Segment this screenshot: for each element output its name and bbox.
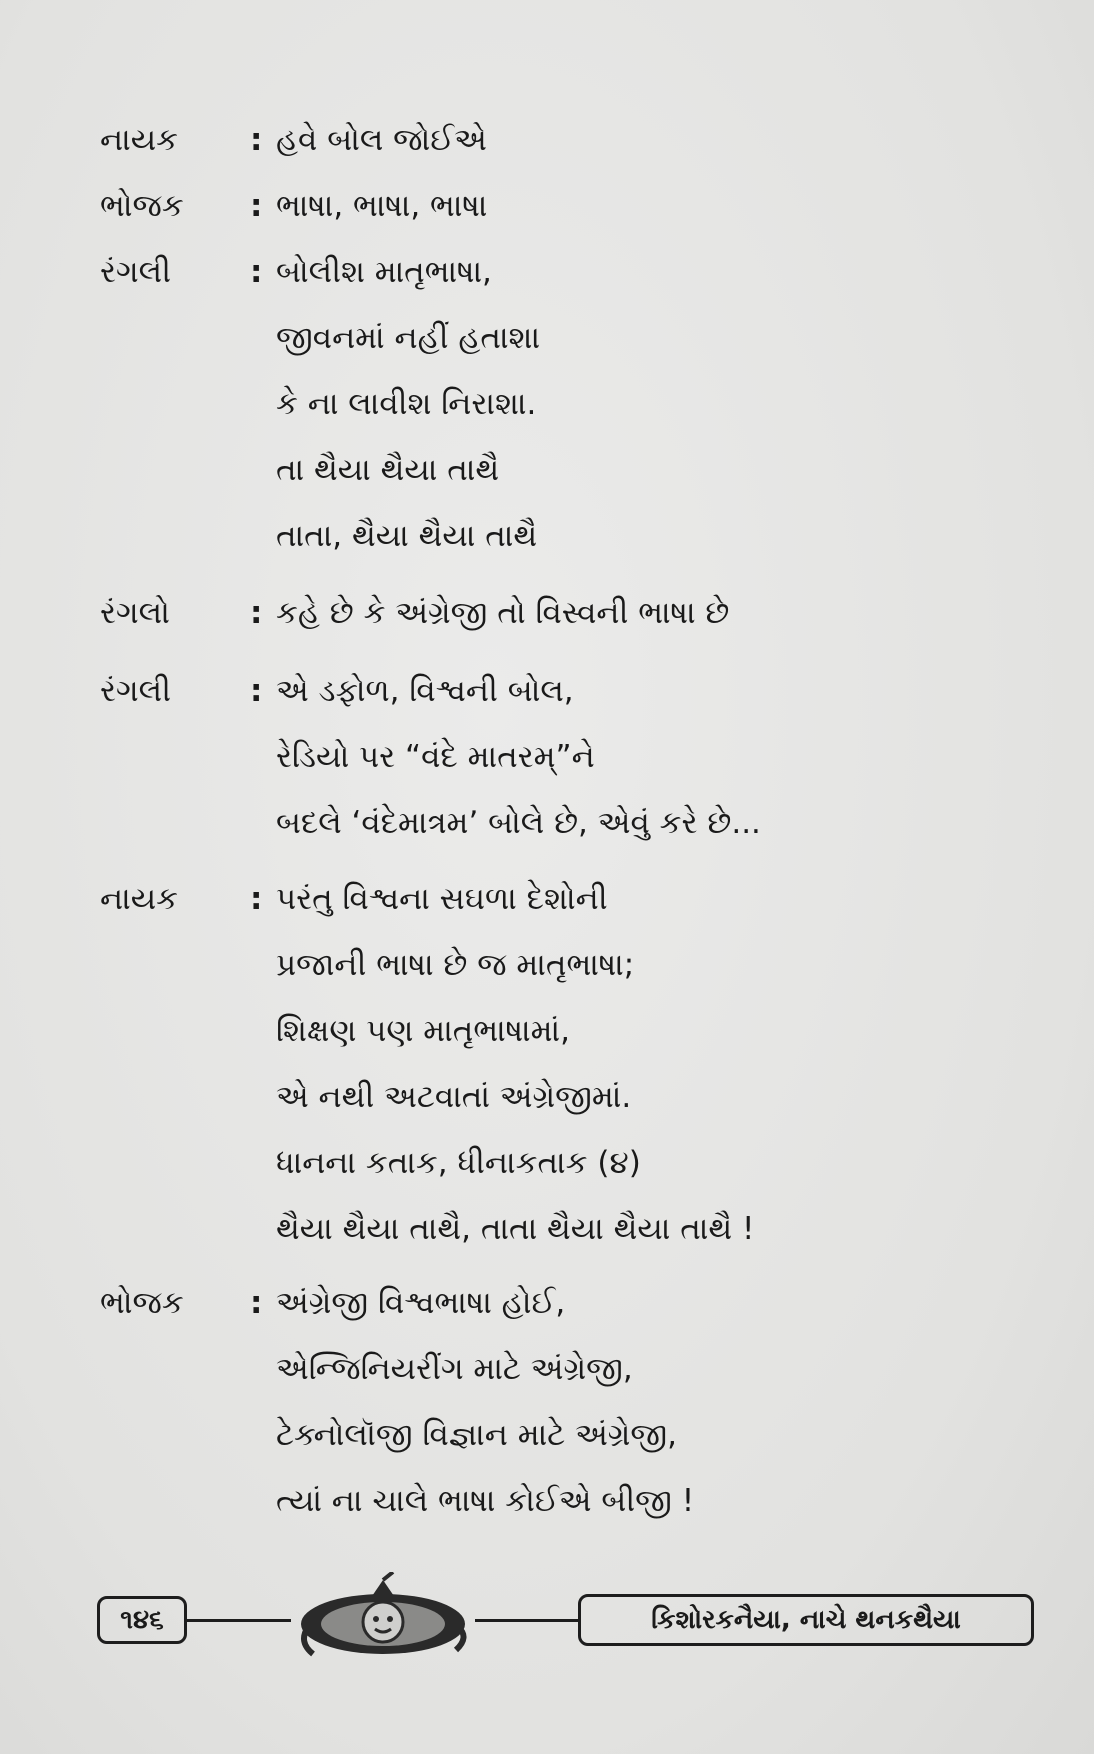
dialogue-line: તાતા, થૈયા થૈયા તાથૈ	[276, 518, 538, 554]
colon: :	[250, 881, 263, 917]
colon: :	[250, 122, 263, 158]
colon: :	[250, 595, 263, 631]
colon: :	[250, 673, 263, 709]
speaker-name: નાયક	[100, 881, 178, 917]
page-number: ૧૪૬	[97, 1596, 187, 1644]
dialogue-line: શિક્ષણ પણ માતૃભાષામાં,	[276, 1013, 570, 1049]
dialogue-line: અંગ્રેજી વિશ્વભાષા હોઈ,	[276, 1285, 566, 1321]
speaker-name: ભોજક	[100, 1285, 184, 1321]
dialogue-line: એ નથી અટવાતાં અંગ્રેજીમાં.	[276, 1079, 632, 1115]
dialogue-line: કે ના લાવીશ નિરાશા.	[276, 386, 537, 422]
dialogue-line: પ્રજાની ભાષા છે જ માતૃભાષા;	[276, 947, 635, 983]
dialogue-lines	[276, 107, 1076, 173]
dialogue-line: થૈયા થૈયા તાથૈ, તાતા થૈયા થૈયા તાથૈ !	[276, 1211, 755, 1247]
dialogue-line: જીવનમાં નહીં હતાશા	[276, 320, 541, 356]
dialogue-line: બદલે ‘વંદેમાત્રમ’ બોલે છે, એવું કરે છે...	[276, 805, 761, 841]
page-footer	[0, 1572, 1094, 1668]
colon: :	[250, 1285, 263, 1321]
dialogue-line: ભાષા, ભાષા, ભાષા	[276, 188, 488, 224]
dialogue-line: ત્યાં ના ચાલે ભાષા કોઈએ બીજી !	[276, 1483, 695, 1519]
speaker-name: રંગલો	[100, 595, 170, 631]
dialogue-lines	[276, 580, 1076, 646]
speaker-name: રંગલી	[100, 254, 171, 290]
book-title: કિશોરકનૈયા, નાચે થનકથૈયા	[578, 1594, 1034, 1646]
dialogue-line: ધાનના કતાક, ધીનાકતાક (૪)	[276, 1145, 641, 1181]
dialogue-line: હવે બોલ જોઈએ	[276, 122, 487, 158]
dialogue-lines	[276, 239, 1076, 569]
dialogue-line: એન્જિનિયરીંગ માટે અંગ્રેજી,	[276, 1351, 633, 1387]
dialogue-lines	[276, 658, 1076, 856]
speaker-name: ભોજક	[100, 188, 184, 224]
dialogue-line: કહે છે કે અંગ્રેજી તો વિસ્વની ભાષા છે	[276, 595, 730, 631]
dialogue-line: એ ડફોળ, વિશ્વની બોલ,	[276, 673, 574, 709]
dialogue-lines	[276, 866, 1076, 1262]
dialogue-line: તા થૈયા થૈયા તાથૈ	[276, 452, 500, 488]
dialogue-lines	[276, 1270, 1076, 1534]
footer-rule-left	[187, 1619, 291, 1622]
dialogue-line: પરંતુ વિશ્વના સઘળા દેશોની	[276, 881, 608, 917]
speaker-name: નાયક	[100, 122, 178, 158]
footer-rule-right	[475, 1619, 578, 1622]
colon: :	[250, 254, 263, 290]
krishna-emblem-icon	[288, 1572, 478, 1668]
colon: :	[250, 188, 263, 224]
speaker-name: રંગલી	[100, 673, 171, 709]
dialogue-lines	[276, 173, 1076, 239]
dialogue-line: ટેક્નોલૉજી વિજ્ઞાન માટે અંગ્રેજી,	[276, 1417, 678, 1453]
dialogue-line: રેડિયો પર “વંદે માતરમ્”ને	[276, 739, 595, 775]
dialogue-line: બોલીશ માતૃભાષા,	[276, 254, 492, 290]
